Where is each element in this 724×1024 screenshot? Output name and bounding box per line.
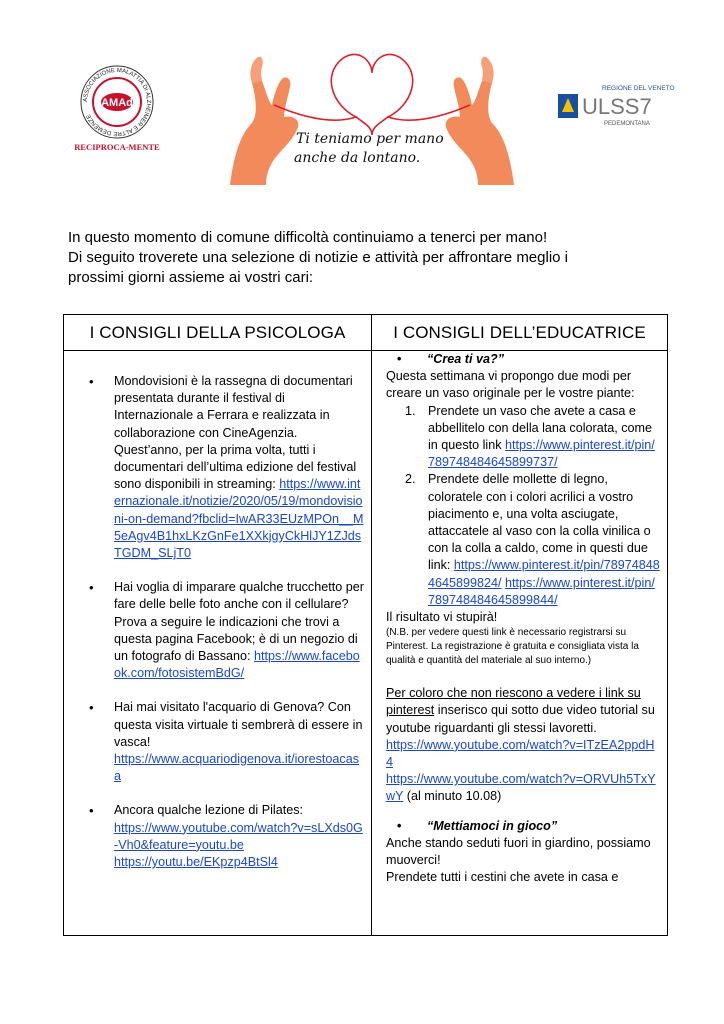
pilates-link-1[interactable]: https://www.youtube.com/watch?v=sLXds0G-Vh0&feature=youtu.be [114,820,363,852]
step-text: Prendete un vaso che avete a casa e abbellitelo con della lana colorata, come in questo link [428,403,653,453]
list-item [64,373,371,562]
tagline-line2: anche da lontano. [294,150,421,166]
psicologa-cell [64,351,372,936]
page-header [0,0,724,190]
step-number: 1. [405,403,416,418]
acquario-link[interactable]: https://www.acquariodigenova.it/iorestoacasa [114,752,360,784]
facebook-link[interactable]: https://www.facebook.com/fotosistemBdG/ [114,649,360,681]
ulss-region-text: REGIONE DEL VENETO [602,85,675,92]
column-header-psicologa: I CONSIGLI DELLA PSICOLOGA [64,315,372,351]
paragraph [386,685,661,737]
step-item [386,403,661,472]
psicologa-list [64,351,371,871]
list-item [64,802,371,871]
youtube-link-1[interactable]: https://www.youtube.com/watch?v=ITzEA2ppdH4 [386,737,655,770]
educatrice-cell [372,351,668,936]
advice-table [63,314,668,936]
tagline-line1: Ti teniamo per mano [296,131,444,147]
item-text: Ancora qualche lezione di Pilates: [114,803,304,818]
ulss7-logo [556,80,675,130]
result-text: Il risultato vi stupirà! [386,610,498,625]
intro-text [68,228,668,288]
step-text: Prendete delle mollette di legno, coloratele con i colori acrilici a vostro piacimento e, una volta asciugate, attaccatele al vaso con la colla vinilica o con la colla a caldo, come in questi due link: [428,472,651,573]
paragraph-rest: inserisco qui sotto due video tutorial su youtube riguardanti gli stessi lavoretti. [386,703,655,735]
intro-line: prossimi giorni assieme ai vostri cari: [68,269,314,286]
amad-logo-bottom: RECIPROCA-MENTE [74,142,160,152]
ulss-sub-text: PEDEMONTANA [604,121,650,127]
steps-list [386,403,661,609]
pilates-link-2[interactable]: https://youtu.be/EKpzp4BtSl4 [114,855,278,870]
list-item [64,579,371,682]
list-item [64,699,371,785]
intro-line: In questo momento di comune difficoltà continuiamo a tenerci per mano! [68,229,548,246]
amad-logo [62,60,172,160]
tagline [296,130,444,168]
underlined-text: pinterest [386,703,435,718]
paragraph: Anche stando seduti fuori in giardino, possiamo muoverci! [386,835,651,868]
video-note: (al minuto 10.08) [403,789,502,804]
pinterest-link-2[interactable]: https://www.pinterest.it/pin/789748484645899824/ [428,558,660,590]
amad-logo-ring-text: ASSOCIAZIONE MALATTIA DI ALZHEIMER E ALTRE DEMENZE [82,67,152,137]
ulss-name-text: ULSS7 [582,94,652,119]
step-item [386,471,661,609]
item-text: Mondovisioni è la rassegna di documentari presentata durante il festival di Internazionale a Ferrara e realizzata in collaborazione con CineAgenzia. Quest’anno, per la prima volta, tutti i documentari dell’ultima edizione del festival sono disponibili in streaming: [114,374,357,492]
paragraph: Prendete tutti i cestini che avete in casa e [386,870,619,885]
section-title: • “Crea ti va?” [386,351,661,368]
pinterest-link-1[interactable]: https://www.pinterest.it/pin/789748484645899737/ [428,438,655,470]
paragraph: Questa settimana vi propongo due modi per creare un vaso originale per le vostre piante: [386,369,635,401]
amad-logo-center: AMAd [101,97,133,109]
note-text: (N.B. per vedere questi link è necessario registrarsi su Pinterest. La registrazione è gratuita e consigliata vista la qualità e quantità del materiale al suo interno.) [386,627,639,667]
step-number: 2. [405,472,416,487]
youtube-link-2[interactable]: https://www.youtube.com/watch?v=ORVUh5TxYwY [386,772,656,804]
item-text: Hai mai visitato l'acquario di Genova? Con questa visita virtuale ti sembrerà di essere in vasca! [114,700,363,749]
section-title: • “Mettiamoci in gioco” [386,818,661,835]
intro-line: Di seguito troverete una selezione di notizie e attività per affrontare meglio i [68,249,569,266]
underlined-text: Per coloro che non riescono a vedere i link su [386,686,641,701]
pinterest-link-3[interactable]: https://www.pinterest.it/pin/789748484645899844/ [428,575,655,607]
video-link-line [386,771,661,805]
column-header-educatrice: I CONSIGLI DELL’EDUCATRICE [372,315,668,351]
item-text: Hai voglia di imparare qualche trucchetto per fare delle belle foto anche con il cellulare? Prova a seguire le indicazioni che trovi a questa pagina Facebook; è di un negozio di un fotografo di Bassano: [114,580,364,664]
mondovisioni-link[interactable]: https://www.internazionale.it/notizie/2020/05/19/mondovisioni-on-demand?fbclid=IwAR33EUzMPOn__M5eAgv4B1hxLKzGnFe1XXkjgyCkHlJY1ZJdsTGDM_SLjT0 [114,477,364,561]
